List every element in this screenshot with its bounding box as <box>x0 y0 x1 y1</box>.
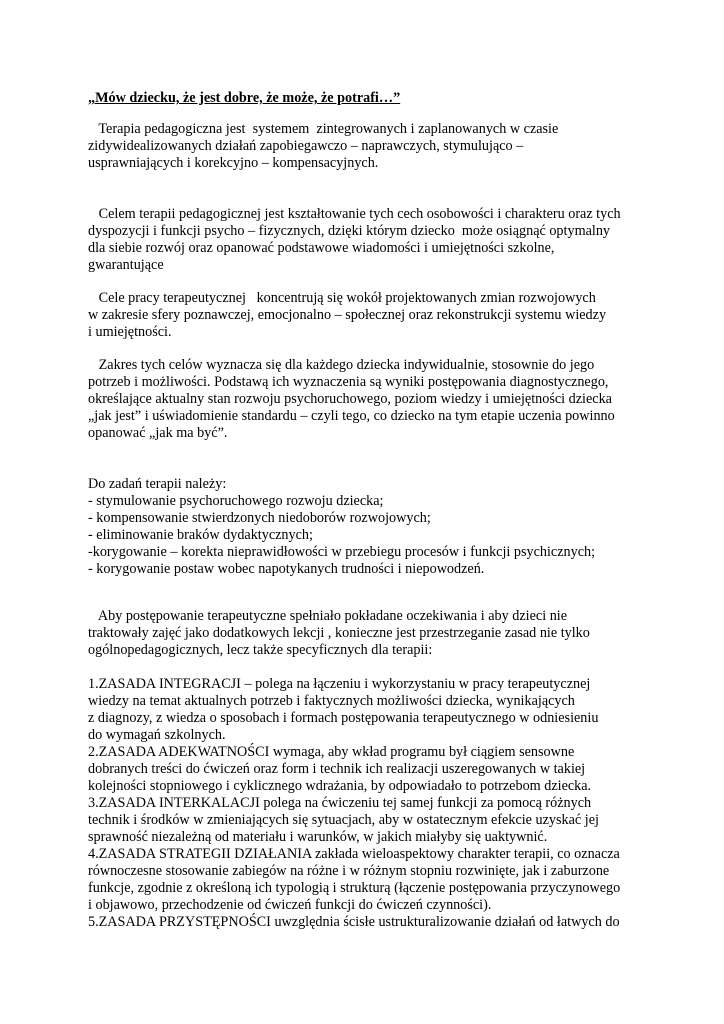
list-heading: Do zadań terapii należy: <box>88 476 227 492</box>
text-line: „jak jest” i uświadomienie standardu – czyli tego, co dziecko na tym etapie uczenia powinno <box>88 408 615 424</box>
list-item: - stymulowanie psychoruchowego rozwoju dziecka; <box>88 493 384 509</box>
text-line: określające aktualny stan rozwoju psychoruchowego, poziom wiedzy i umiejętności dziecka <box>88 391 612 407</box>
text-line: sprawność niezależną od materiału i warunków, w jakich miałyby się uaktywnić. <box>88 829 548 845</box>
list-item: -korygowanie – korekta nieprawidłowości w przebiegu procesów i funkcji psychicznych; <box>88 544 596 560</box>
text-line: funkcje, zgodnie z określoną ich typologią i strukturą (łączenie postępowania przyczynowego <box>88 880 621 896</box>
text-line: z diagnozy, z wiedza o sposobach i formach postępowania terapeutycznego w odniesieniu <box>88 710 599 726</box>
text-line: 3.ZASADA INTERKALACJI polega na ćwiczeniu tej samej funkcji za pomocą różnych <box>88 795 592 811</box>
text-line: Celem terapii pedagogicznej jest kształtowanie tych cech osobowości i charakteru oraz tych <box>88 206 621 222</box>
list-item: - eliminowanie braków dydaktycznych; <box>88 527 313 543</box>
text-line: gwarantujące <box>88 257 164 273</box>
text-line: dobranych treści do ćwiczeń oraz form i technik ich realizacji uszeregowanych w takiej <box>88 761 586 777</box>
text-line: opanować „jak ma być”. <box>88 425 228 441</box>
text-line: i objawowo, przechodzenie od ćwiczeń funkcji do ćwiczeń czynności). <box>88 897 492 913</box>
text-line: Cele pracy terapeutycznej koncentrują się wokół projektowanych zmian rozwojowych <box>88 290 596 306</box>
text-line: 2.ZASADA ADEKWATNOŚCI wymaga, aby wkład programu był ciągiem sensowne <box>88 744 575 760</box>
text-line: wiedzy na temat aktualnych potrzeb i faktycznych możliwości dziecka, wynikających <box>88 693 575 709</box>
text-line: potrzeb i możliwości. Podstawą ich wyznaczenia są wyniki postępowania diagnostycznego, <box>88 374 609 390</box>
text-line: i umiejętności. <box>88 324 172 340</box>
list-item: - kompensowanie stwierdzonych niedoborów rozwojowych; <box>88 510 431 526</box>
text-line: Zakres tych celów wyznacza się dla każdego dziecka indywidualnie, stosownie do jego <box>88 357 595 373</box>
text-line: dyspozycji i funkcji psycho – fizycznych, dzięki którym dziecko może osiągnąć optymalny <box>88 223 611 239</box>
text-line: traktowały zajęć jako dodatkowych lekcji , konieczne jest przestrzeganie zasad nie tylko <box>88 625 590 641</box>
text-line: w zakresie sfery poznawczej, emocjonalno – społecznej oraz rekonstrukcji systemu wiedzy <box>88 307 607 323</box>
text-line: Terapia pedagogiczna jest systemem zintegrowanych i zaplanowanych w czasie <box>88 121 559 137</box>
text-line: technik i środków w zmieniających się sytuacjach, aby w ostatecznym efekcie uzyskać jej <box>88 812 599 828</box>
text-line: 4.ZASADA STRATEGII DZIAŁANIA zakłada wieloaspektowy charakter terapii, co oznacza <box>88 846 620 862</box>
text-line: 1.ZASADA INTEGRACJI – polega na łączeniu i wykorzystaniu w pracy terapeutycznej <box>88 676 591 692</box>
text-line: do wymagań szkolnych. <box>88 727 226 743</box>
list-item: - korygowanie postaw wobec napotykanych trudności i niepowodzeń. <box>88 561 485 577</box>
text-line: dla siebie rozwój oraz opanować podstawowe wiadomości i umiejętności szkolne, <box>88 240 555 256</box>
text-line: równoczesne stosowanie zabiegów na różne i w różnym stopniu rozwinięte, jak i zaburzone <box>88 863 610 879</box>
text-line: zidywidealizowanych działań zapobiegawczo – naprawczych, stymulująco – <box>88 138 524 154</box>
text-line: ogólnopedagogicznych, lecz także specyficznych dla terapii: <box>88 642 433 658</box>
text-line: Aby postępowanie terapeutyczne spełniało pokładane oczekiwania i aby dzieci nie <box>88 608 568 624</box>
document-title: „Mów dziecku, że jest dobre, że może, że potrafi…” <box>88 90 401 106</box>
text-line: kolejności stopniowego i cyklicznego wdrażania, by odpowiadało to potrzebom dziecka. <box>88 778 592 794</box>
text-line: 5.ZASADA PRZYSTĘPNOŚCI uwzględnia ścisłe ustrukturalizowanie działań od łatwych do <box>88 914 620 930</box>
text-line: usprawniających i korekcyjno – kompensacyjnych. <box>88 155 379 171</box>
